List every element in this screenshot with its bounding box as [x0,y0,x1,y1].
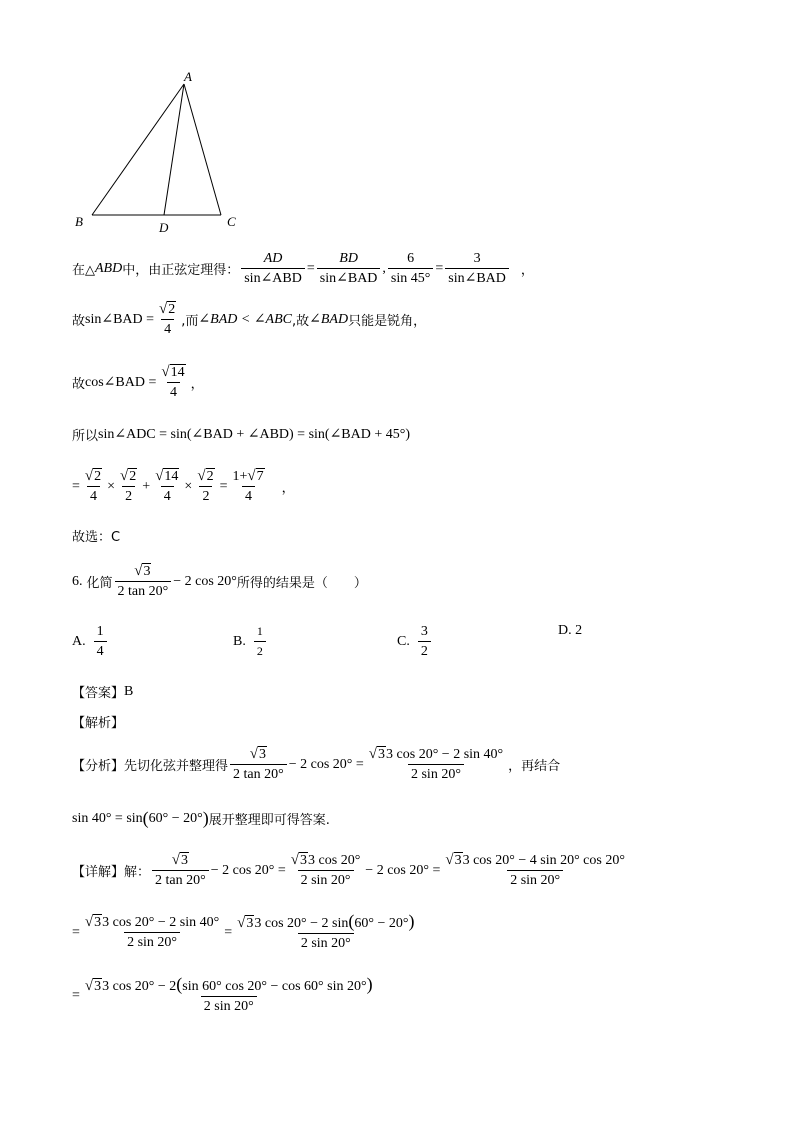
sin-bad-line [72,301,426,338]
option-c[interactable]: C. $\frac{3}{2}$ [397,623,433,660]
l2-ang: ∠BAD [309,312,349,327]
l2-lhs: sin∠BAD = [85,312,155,327]
l1-frac1: $\frac{AD}{\text{sin∠ABD}}$ [241,250,305,287]
l3-suffix: ， [190,377,204,392]
product-line: = √ 2 4 × √ 2 2 + √ 14 4 × √ 2 2 = 1+ √ 7 4 ， [72,468,295,504]
option-b[interactable]: B. $\frac{1}{2}$ [233,623,268,660]
fenxi-line-2: sin 40° = sin ( 60° − 20° ) 展开整理即可得答案. [72,808,330,828]
l1-frac2: $\frac{BD}{\text{sin∠BAD}}$ [317,250,381,287]
option-a[interactable]: A. $\frac{1}{4}$ [72,623,109,660]
triangle-figure [70,68,250,238]
l3-lhs: cos∠BAD = [85,375,157,390]
fenxi-line: 【分析】 先切化弦并整理得 √ 3 2 tan 20° − 2 cos 20° = √ 3 3 cos 20° − 2 sin 40° 2 sin 20° ，再结合 [72,746,561,782]
answer-tag: 【答案】 [72,686,125,701]
cos-bad-line [72,364,204,401]
option-d[interactable]: D. 2 [558,623,583,638]
q6-tail: 所得的结果是（ ） [236,576,367,591]
l1-suffix: ， [520,263,534,278]
edge-ad [164,84,184,215]
l3-frac: √ 14 4 [161,364,185,400]
l1-prefix: 在△ [72,263,95,278]
l1-mid: 中，由正弦定理得： [122,263,240,278]
step-2-line: = √ 3 3 cos 20° − 2 sin 40° 2 sin 20° = √ 3 3 cos 20° − 2 sin(60° − 20°) 2 sin 20° [72,911,415,951]
answer-value: B [124,683,134,699]
l1-frac4: $\frac{3}{\text{sin∠BAD}}$ [445,250,509,287]
label-b: B [75,214,83,229]
analysis-tag: 【解析】 [72,716,125,731]
q6-number: 6. [72,573,83,589]
l2-frac: √ 2 4 [159,301,176,337]
label-c: C [227,214,236,229]
label-a: A [184,69,192,84]
q6-text: 化简 [86,576,113,591]
l1-frac3: $\frac{6}{\sin 45^\circ}$ [388,250,433,287]
law-of-sines-line: 在△ ABD 中，由正弦定理得： $\frac{AD}{\text{sin∠ABD}}$ = $\frac{BD}{\text{sin∠BAD}}$ , $\frac{6}{\sin 45^\circ}$ = $\frac{3}{\text{sin∠BAD}}$ ， [72,251,534,286]
l3-prefix: 故 [72,377,86,392]
l2-prefix: 故 [72,314,86,329]
l1-tri: ABD [95,260,123,276]
l2-text3: 只能是锐角， [348,314,427,329]
label-d: D [159,220,169,235]
l2-text2: ,故 [292,314,310,329]
sin-adc-line [72,425,410,444]
l2-cmp: ∠BAD < ∠ABC [198,312,292,327]
choose-c-line: 故选：C [72,530,121,545]
l4-expr: sin∠ADC = sin(∠BAD + ∠ABD) = sin(∠BAD + 45°) [98,427,411,442]
edge-ac [184,84,221,215]
question-6: 6. 化简 √ 3 2 tan 20° − 2 cos 20° 所得的结果是（ ） [72,563,367,599]
l2-text: ,而 [181,314,199,329]
xiangjie-line: 【详解】 解： √ 3 2 tan 20° − 2 cos 20° = √ 3 3 cos 20° 2 sin 20° − 2 cos 20° = √ 3 3 cos 20° − 4 sin 20° cos 20° 2 sin 20° [72,852,625,888]
edge-ab [92,84,184,215]
l4-prefix: 所以 [72,429,99,444]
step-3-line: = √ 3 3 cos 20° − 2(sin 60° cos 20° − cos 60° sin 20°) 2 sin 20° [72,974,373,1014]
answer-line [72,682,133,701]
